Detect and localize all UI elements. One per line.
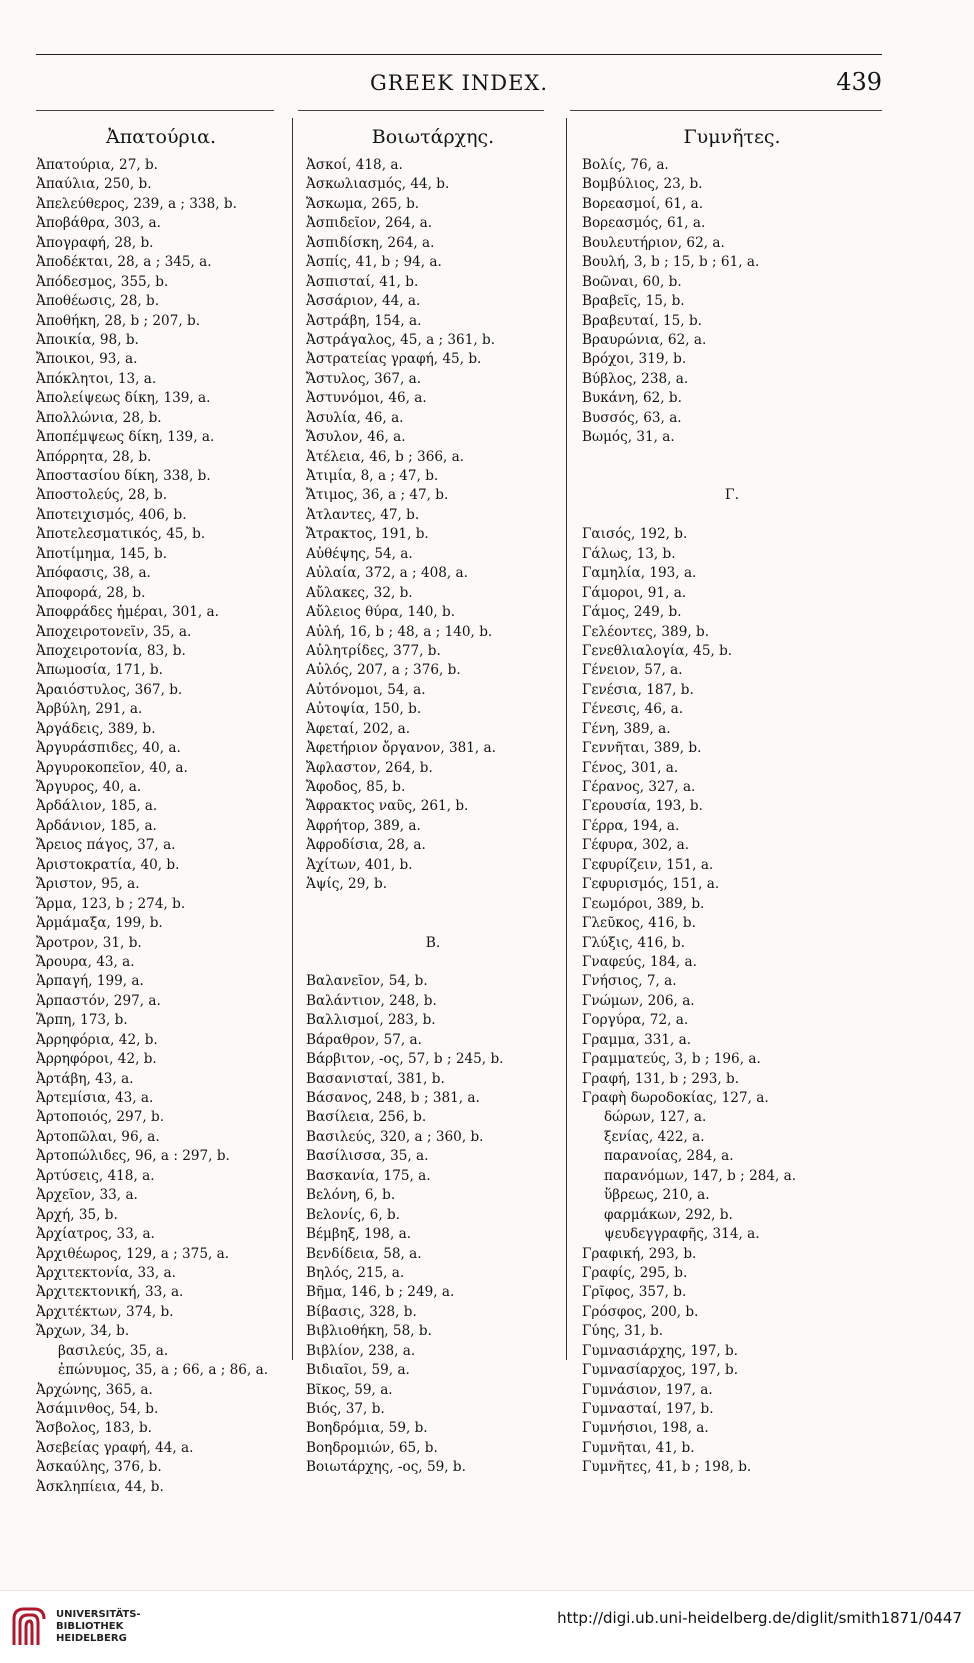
index-entry: Ἀπολείψεως δίκη, 139, a. (36, 390, 211, 407)
index-entry: Βαλανεῖον, 54, b. (306, 973, 428, 990)
index-entry: Αὔλειος θύρα, 140, b. (306, 604, 456, 621)
spacer (306, 895, 560, 914)
index-entry: Γλεῦκος, 416, b. (582, 915, 696, 932)
index-entry: Ἄστυλος, 367, a. (306, 370, 422, 387)
source-url[interactable]: http://digi.ub.uni-heidelberg.de/diglit/smith1871/0447 (557, 1609, 962, 1627)
running-title: GREEK INDEX. (369, 71, 549, 95)
index-subentry: δώρων, 127, a. (604, 1109, 707, 1126)
spacer (306, 953, 560, 972)
index-entry: Ἀποστολεύς, 28, b. (36, 487, 168, 504)
index-entry: Βαλάντιον, 248, b. (306, 992, 437, 1009)
index-entry: Ἅρμα, 123, b ; 274, b. (36, 895, 186, 912)
index-entry: Γένη, 389, a. (582, 720, 671, 737)
index-entry: Ἀτλαντες, 47, b. (306, 506, 420, 523)
index-entry: Ἅρπη, 173, b. (36, 1012, 128, 1029)
index-entry: Ἀφροδίσια, 28, a. (306, 837, 426, 854)
index-entry: Ἄρουρα, 43, a. (36, 953, 135, 970)
entry-list (582, 156, 882, 1478)
index-entry: Γραφική, 293, b. (582, 1245, 697, 1262)
index-entry: Αὐτοψία, 150, b. (306, 701, 422, 718)
index-entry: Ἀσκληπίεια, 44, b. (36, 1478, 164, 1495)
header-underline-middle (298, 110, 544, 111)
index-entry: Ἀποτελεσματικός, 45, b. (36, 526, 206, 543)
index-entry: Βορεασμοί, 61, a. (582, 195, 704, 212)
index-entry: Ἀσπιδεῖον, 264, a. (306, 215, 433, 232)
index-entry: Ἄτρακτος, 191, b. (306, 526, 429, 543)
index-entry: Βοηδρόμια, 59, b. (306, 1420, 428, 1437)
index-entry: Βελονίς, 6, b. (306, 1206, 400, 1223)
index-entry: Βραβεῖς, 15, b. (582, 293, 685, 310)
index-entry: Γάμος, 249, b. (582, 604, 682, 621)
index-entry: Ἀργάδεις, 389, b. (36, 720, 156, 737)
index-entry: Γυμνήσιοι, 198, a. (582, 1420, 709, 1437)
index-entry: Βάσανος, 248, b ; 381, a. (306, 1090, 480, 1106)
index-entry: Βασίλεια, 256, b. (306, 1109, 427, 1126)
index-entry: Ἄροτρον, 31, b. (36, 934, 142, 951)
index-entry: Ἀφετήριον ὄργανον, 381, a. (306, 740, 496, 757)
index-entry: Βοηδρομιών, 65, b. (306, 1439, 438, 1456)
index-entry: Ἀρτοποιός, 297, b. (36, 1109, 165, 1126)
running-header (36, 68, 882, 102)
index-entry: Ἀχίτων, 401, b. (306, 856, 413, 873)
index-entry: Ἀσάμινθος, 54, b. (36, 1401, 159, 1417)
index-entry: Ἀπολλώνια, 28, b. (36, 409, 162, 426)
library-logo-icon (10, 1605, 48, 1649)
index-entry: Ἄργυρος, 40, a. (36, 779, 142, 795)
index-entry: Ἀρτεμίσια, 43, a. (36, 1090, 154, 1106)
index-entry: Βίβασις, 328, b. (306, 1303, 417, 1320)
header-underline-left (36, 110, 274, 111)
index-entry: Ἀπελεύθερος, 239, a ; 338, b. (36, 195, 237, 212)
index-entry: Γραφή, 131, b ; 293, b. (582, 1070, 740, 1087)
index-entry: Ἀποφράδες ἡμέραι, 301, a. (36, 604, 219, 621)
column-heading: Γυμνῆτες. (683, 126, 781, 148)
index-entry: Ἀρδάλιον, 185, a. (36, 798, 158, 815)
index-entry: Ἀπόκλητοι, 13, a. (36, 370, 157, 387)
index-entry: Ἀφρήτορ, 389, a. (306, 817, 421, 834)
section-letter: Γ. (724, 487, 740, 504)
index-entry: Βολίς, 76, a. (582, 157, 669, 173)
index-entry: Βενδίδεια, 58, a. (306, 1245, 422, 1262)
index-entry: Βοιωτάρχης, -ος, 59, b. (306, 1459, 466, 1476)
index-entry: Ἀρδάνιον, 185, a. (36, 817, 157, 834)
index-entry: Ἁρμάμαξα, 199, b. (36, 915, 163, 932)
index-entry: Βραβευταί, 15, b. (582, 312, 702, 329)
index-entry: Ἀραιόστυλος, 367, b. (36, 681, 183, 698)
index-subentry: ὕβρεως, 210, a. (604, 1187, 710, 1204)
index-entry: Βιβλίον, 238, a. (306, 1342, 416, 1359)
index-entry: Ἀρτοπῶλαι, 96, a. (36, 1128, 160, 1145)
index-entry: Γένος, 301, a. (582, 759, 679, 776)
index-entry: Ἀστράγαλος, 45, a ; 361, b. (306, 331, 496, 348)
index-entry: Γέρανος, 327, a. (582, 779, 696, 795)
index-entry: Γάλως, 13, b. (582, 545, 676, 562)
index-column-2 (306, 118, 560, 1478)
index-entry: Αὐλός, 207, a ; 376, b. (306, 662, 461, 679)
index-entry: Ἀσπιδίσκη, 264, a. (306, 234, 435, 251)
viewer-footer (0, 1590, 974, 1663)
index-entry: Ἀρχώνης, 365, a. (36, 1381, 153, 1398)
index-entry: Γενέσια, 187, b. (582, 681, 694, 698)
index-entry: Βουλή, 3, b ; 15, b ; 61, a. (582, 254, 760, 271)
index-subentry: ἐπώνυμος, 35, a ; 66, a ; 86, a. (58, 1362, 269, 1379)
entry-list (36, 156, 286, 1497)
index-entry: Ἄφρακτος ναῦς, 261, b. (306, 798, 469, 815)
index-entry: Βυκάνη, 62, b. (582, 390, 682, 407)
index-subentry: φαρμάκων, 292, b. (604, 1206, 733, 1223)
index-entry: Ἀφεταί, 202, a. (306, 720, 411, 737)
index-entry: Γύης, 31, b. (582, 1323, 664, 1340)
index-entry: Γερουσία, 193, b. (582, 798, 703, 815)
index-entry: Ἀποστασίου δίκη, 338, b. (36, 468, 211, 484)
index-entry: Γναφεύς, 184, a. (582, 953, 697, 970)
index-entry: Γυμνάσιον, 197, a. (582, 1381, 713, 1398)
index-entry: Βηλός, 215, a. (306, 1264, 405, 1281)
index-entry: Γυμνασίαρχος, 197, b. (582, 1362, 739, 1379)
index-entry: Βυσσός, 63, a. (582, 409, 682, 426)
index-entry: Ἄρειος πάγος, 37, a. (36, 837, 176, 854)
index-entry: Ἀποβάθρα, 303, a. (36, 215, 161, 232)
index-entry: Αὔλακες, 32, b. (306, 584, 413, 601)
index-entry: Ἄσυλον, 46, a. (306, 429, 406, 446)
index-entry: Γραφίς, 295, b. (582, 1264, 688, 1281)
index-entry: Βασκανία, 175, a. (306, 1167, 431, 1184)
page-number: 439 (836, 68, 882, 96)
index-entry: Ἄφοδος, 85, b. (306, 779, 406, 795)
index-entry: Βῆμα, 146, b ; 249, a. (306, 1284, 455, 1301)
index-entry: Ἀπόφασις, 38, a. (36, 565, 151, 582)
index-entry: Βασίλισσα, 35, a. (306, 1148, 429, 1165)
index-subentry: παρανοίας, 284, a. (604, 1148, 734, 1165)
index-entry: Ἀρρηφόροι, 42, b. (36, 1051, 157, 1068)
index-entry: Γεφυρισμός, 151, a. (582, 876, 720, 893)
index-entry: Ἀπογραφή, 28, b. (36, 234, 154, 251)
index-entry: Βορεασμός, 61, a. (582, 215, 706, 232)
index-entry: Βουλευτήριον, 62, a. (582, 234, 725, 251)
index-column-3 (582, 118, 882, 1478)
index-entry: Ἀρχιθέωρος, 129, a ; 375, a. (36, 1245, 230, 1262)
index-entry: Ἀρτοπώλιδες, 96, a : 297, b. (36, 1148, 230, 1165)
index-entry: Βελόνη, 6, b. (306, 1187, 396, 1204)
library-logo-text: UNIVERSITÄTS- BIBLIOTHEK HEIDELBERG (56, 1609, 141, 1644)
index-entry: Ἀσκωλιασμός, 44, b. (306, 176, 450, 193)
index-entry: Βοῶναι, 60, b. (582, 273, 682, 290)
index-entry: Γυμνασταί, 197, b. (582, 1401, 714, 1417)
index-entry: Γενεθλιαλογία, 45, b. (582, 642, 733, 659)
index-entry: Γραμμα, 331, a. (582, 1031, 692, 1048)
index-entry: Ἄριστον, 95, a. (36, 876, 140, 893)
index-entry: Γυμνῆτες, 41, b ; 198, b. (582, 1459, 752, 1476)
index-entry: Ἀρχή, 35, b. (36, 1206, 118, 1223)
index-entry: Γένειον, 57, a. (582, 662, 683, 679)
index-entry: Ἀπαύλια, 250, b. (36, 176, 152, 193)
index-entry: Ἀρτάβη, 43, a. (36, 1070, 134, 1087)
index-entry: Βωμός, 31, a. (582, 429, 675, 446)
index-entry: Βύβλος, 238, a. (582, 370, 689, 387)
index-entry: Ἀποχειροτονία, 83, b. (36, 642, 186, 659)
index-entry: Γέρρα, 194, a. (582, 817, 680, 834)
index-entry: Γρῖφος, 357, b. (582, 1284, 687, 1301)
index-entry: Ἀποφορά, 28, b. (36, 584, 146, 601)
index-entry: Γνώμων, 206, a. (582, 992, 695, 1009)
spacer (582, 506, 882, 525)
index-entry: Ἀρχιτέκτων, 374, b. (36, 1303, 174, 1320)
index-entry: Γυμνασιάρχης, 197, b. (582, 1342, 739, 1359)
column-heading: Βοιωτάρχης. (371, 126, 495, 148)
column-divider-right (566, 118, 567, 1360)
index-entry: Ἀποπέμψεως δίκη, 139, a. (36, 429, 215, 446)
index-entry: Γνήσιος, 7, a. (582, 973, 677, 990)
index-entry: Ἀποτίμημα, 145, b. (36, 545, 168, 562)
index-entry: Ἀστυνόμοι, 46, a. (306, 390, 427, 407)
section-letter: B. (425, 934, 441, 951)
index-entry: Γέφυρα, 302, a. (582, 837, 690, 854)
index-entry: Αὐλητρίδες, 377, b. (306, 642, 441, 659)
index-entry: Ἀστράβη, 154, a. (306, 312, 422, 329)
index-entry: Ἄσβολος, 183, b. (36, 1420, 152, 1437)
index-entry: Βέμβηξ, 198, a. (306, 1226, 412, 1243)
index-entry: Ἀρχεῖον, 33, a. (36, 1187, 138, 1204)
index-entry: Ἀποχειροτονεῖν, 35, a. (36, 623, 192, 640)
index-entry: Βασανισταί, 381, b. (306, 1070, 445, 1087)
index-entry: Γελέοντες, 389, b. (582, 623, 710, 640)
index-entry: Ἀρρηφόρια, 42, b. (36, 1031, 158, 1048)
index-entry: Γαμηλία, 193, a. (582, 565, 697, 582)
index-entry: Ἀσσάριον, 44, a. (306, 293, 421, 310)
index-entry: Ἀπωμοσία, 171, b. (36, 662, 163, 679)
index-entry: Ἀργυροκοπεῖον, 40, a. (36, 759, 188, 776)
top-rule (36, 54, 882, 55)
index-entry: Ἁρπαστόν, 297, a. (36, 992, 161, 1009)
index-entry: Ἀσεβείας γραφή, 44, a. (36, 1439, 194, 1456)
index-subentry: ψευδεγγραφῆς, 314, a. (604, 1226, 760, 1243)
index-entry: Ἀρτύσεις, 418, a. (36, 1167, 155, 1184)
index-entry: Αὐθέψης, 54, a. (306, 545, 413, 562)
index-entry: Ἀρχιτεκτονική, 33, a. (36, 1284, 184, 1301)
index-entry: Γραμματεύς, 3, b ; 196, a. (582, 1051, 761, 1068)
index-entry: Γαισός, 192, b. (582, 526, 688, 543)
index-entry: Βιδιαῖοι, 59, a. (306, 1362, 410, 1379)
index-entry: Βραυρώνια, 62, a. (582, 331, 707, 348)
index-entry: Αὐλή, 16, b ; 48, a ; 140, b. (306, 623, 493, 640)
index-entry: Ἀποθέωσις, 28, b. (36, 293, 160, 310)
index-subentry: ξενίας, 422, a. (604, 1128, 705, 1145)
index-entry: Ἀποτειχισμός, 406, b. (36, 506, 187, 523)
index-column-1 (36, 118, 286, 1497)
index-entry: Βασιλεύς, 320, a ; 360, b. (306, 1128, 484, 1145)
index-entry: Αὐλαία, 372, a ; 408, a. (306, 565, 468, 582)
index-entry: Γυμνῆται, 41, b. (582, 1439, 695, 1456)
index-entry: Βομβύλιος, 23, b. (582, 176, 703, 193)
header-underline-right (570, 110, 882, 111)
index-entry: Ἀσκοί, 418, a. (306, 157, 403, 173)
index-entry: Γεωμόροι, 389, b. (582, 895, 705, 912)
index-entry: Ἀπατούρια, 27, b. (36, 157, 159, 173)
index-subentry: παρανόμων, 147, b ; 284, a. (604, 1167, 797, 1184)
index-entry: Ἀστρατείας γραφή, 45, b. (306, 351, 482, 368)
index-entry: Ἀποδέκται, 28, a ; 345, a. (36, 254, 212, 271)
spacer (582, 448, 882, 467)
spacer (306, 914, 560, 933)
index-entry: Ἄρχων, 34, b. (36, 1323, 130, 1340)
index-entry: Ἄποικοι, 93, a. (36, 351, 138, 368)
index-entry: Βάρβιτον, -ος, 57, b ; 245, b. (306, 1051, 504, 1068)
index-entry: Βρόχοι, 319, b. (582, 351, 687, 368)
index-entry: Βαλλισμοί, 283, b. (306, 1012, 436, 1029)
index-entry: Ἀρβύλη, 291, a. (36, 701, 143, 718)
index-entry: Γοργύρα, 72, a. (582, 1012, 689, 1029)
index-entry: Ἀργυράσπιδες, 40, a. (36, 740, 181, 757)
index-entry: Ἄτιμος, 36, a ; 47, b. (306, 487, 449, 504)
index-entry: Ἀρχίατρος, 33, a. (36, 1226, 155, 1243)
index-entry: Ἁψίς, 29, b. (306, 876, 388, 893)
index-subentry: βασιλεύς, 35, a. (58, 1342, 169, 1359)
index-entry: Βάραθρον, 57, a. (306, 1031, 422, 1048)
index-entry: Ἀπόδεσμος, 355, b. (36, 273, 169, 290)
index-entry: Γάμοροι, 91, a. (582, 584, 687, 601)
index-entry: Ἀσυλία, 46, a. (306, 409, 404, 426)
index-entry: Ἀπόρρητα, 28, b. (36, 448, 152, 465)
index-entry: Γεννῆται, 389, b. (582, 740, 702, 757)
index-entry: Ἄφλαστον, 264, b. (306, 759, 433, 776)
index-entry: Ἀποικία, 98, b. (36, 331, 139, 348)
column-divider-left (292, 118, 293, 1360)
index-entry: Ἄσκωμα, 265, b. (306, 195, 420, 212)
index-entry: Βιβλιοθήκη, 58, b. (306, 1323, 432, 1340)
index-entry: Ἀσκαύλης, 376, b. (36, 1459, 162, 1476)
spacer (582, 467, 882, 486)
index-entry: Ἀτιμία, 8, a ; 47, b. (306, 468, 439, 484)
index-entry: Ἀριστοκρατία, 40, b. (36, 856, 180, 873)
index-entry: Αὐτόνομοι, 54, a. (306, 681, 426, 698)
index-entry: Γρόσφος, 200, b. (582, 1303, 699, 1320)
index-entry: Γλύξις, 416, b. (582, 934, 685, 951)
index-entry: Ἀρχιτεκτονία, 33, a. (36, 1264, 176, 1281)
index-entry: Ἀποθήκη, 28, b ; 207, b. (36, 312, 201, 329)
index-entry: Γραφὴ δωροδοκίας, 127, a. (582, 1090, 769, 1106)
index-entry: Γεφυρίζειν, 151, a. (582, 856, 714, 873)
index-entry: Βιός, 37, b. (306, 1401, 385, 1417)
index-entry: Ἀσπίς, 41, b ; 94, a. (306, 254, 442, 271)
index-entry: Γένεσις, 46, a. (582, 701, 684, 718)
column-heading: Ἀπατούρια. (105, 126, 217, 148)
index-entry: Βῖκος, 59, a. (306, 1381, 393, 1398)
index-entry: Ἀσπισταί, 41, b. (306, 273, 419, 290)
entry-list (306, 156, 560, 1478)
index-entry: Ἀτέλεια, 46, b ; 366, a. (306, 448, 465, 465)
index-entry: Ἁρπαγή, 199, a. (36, 973, 144, 990)
